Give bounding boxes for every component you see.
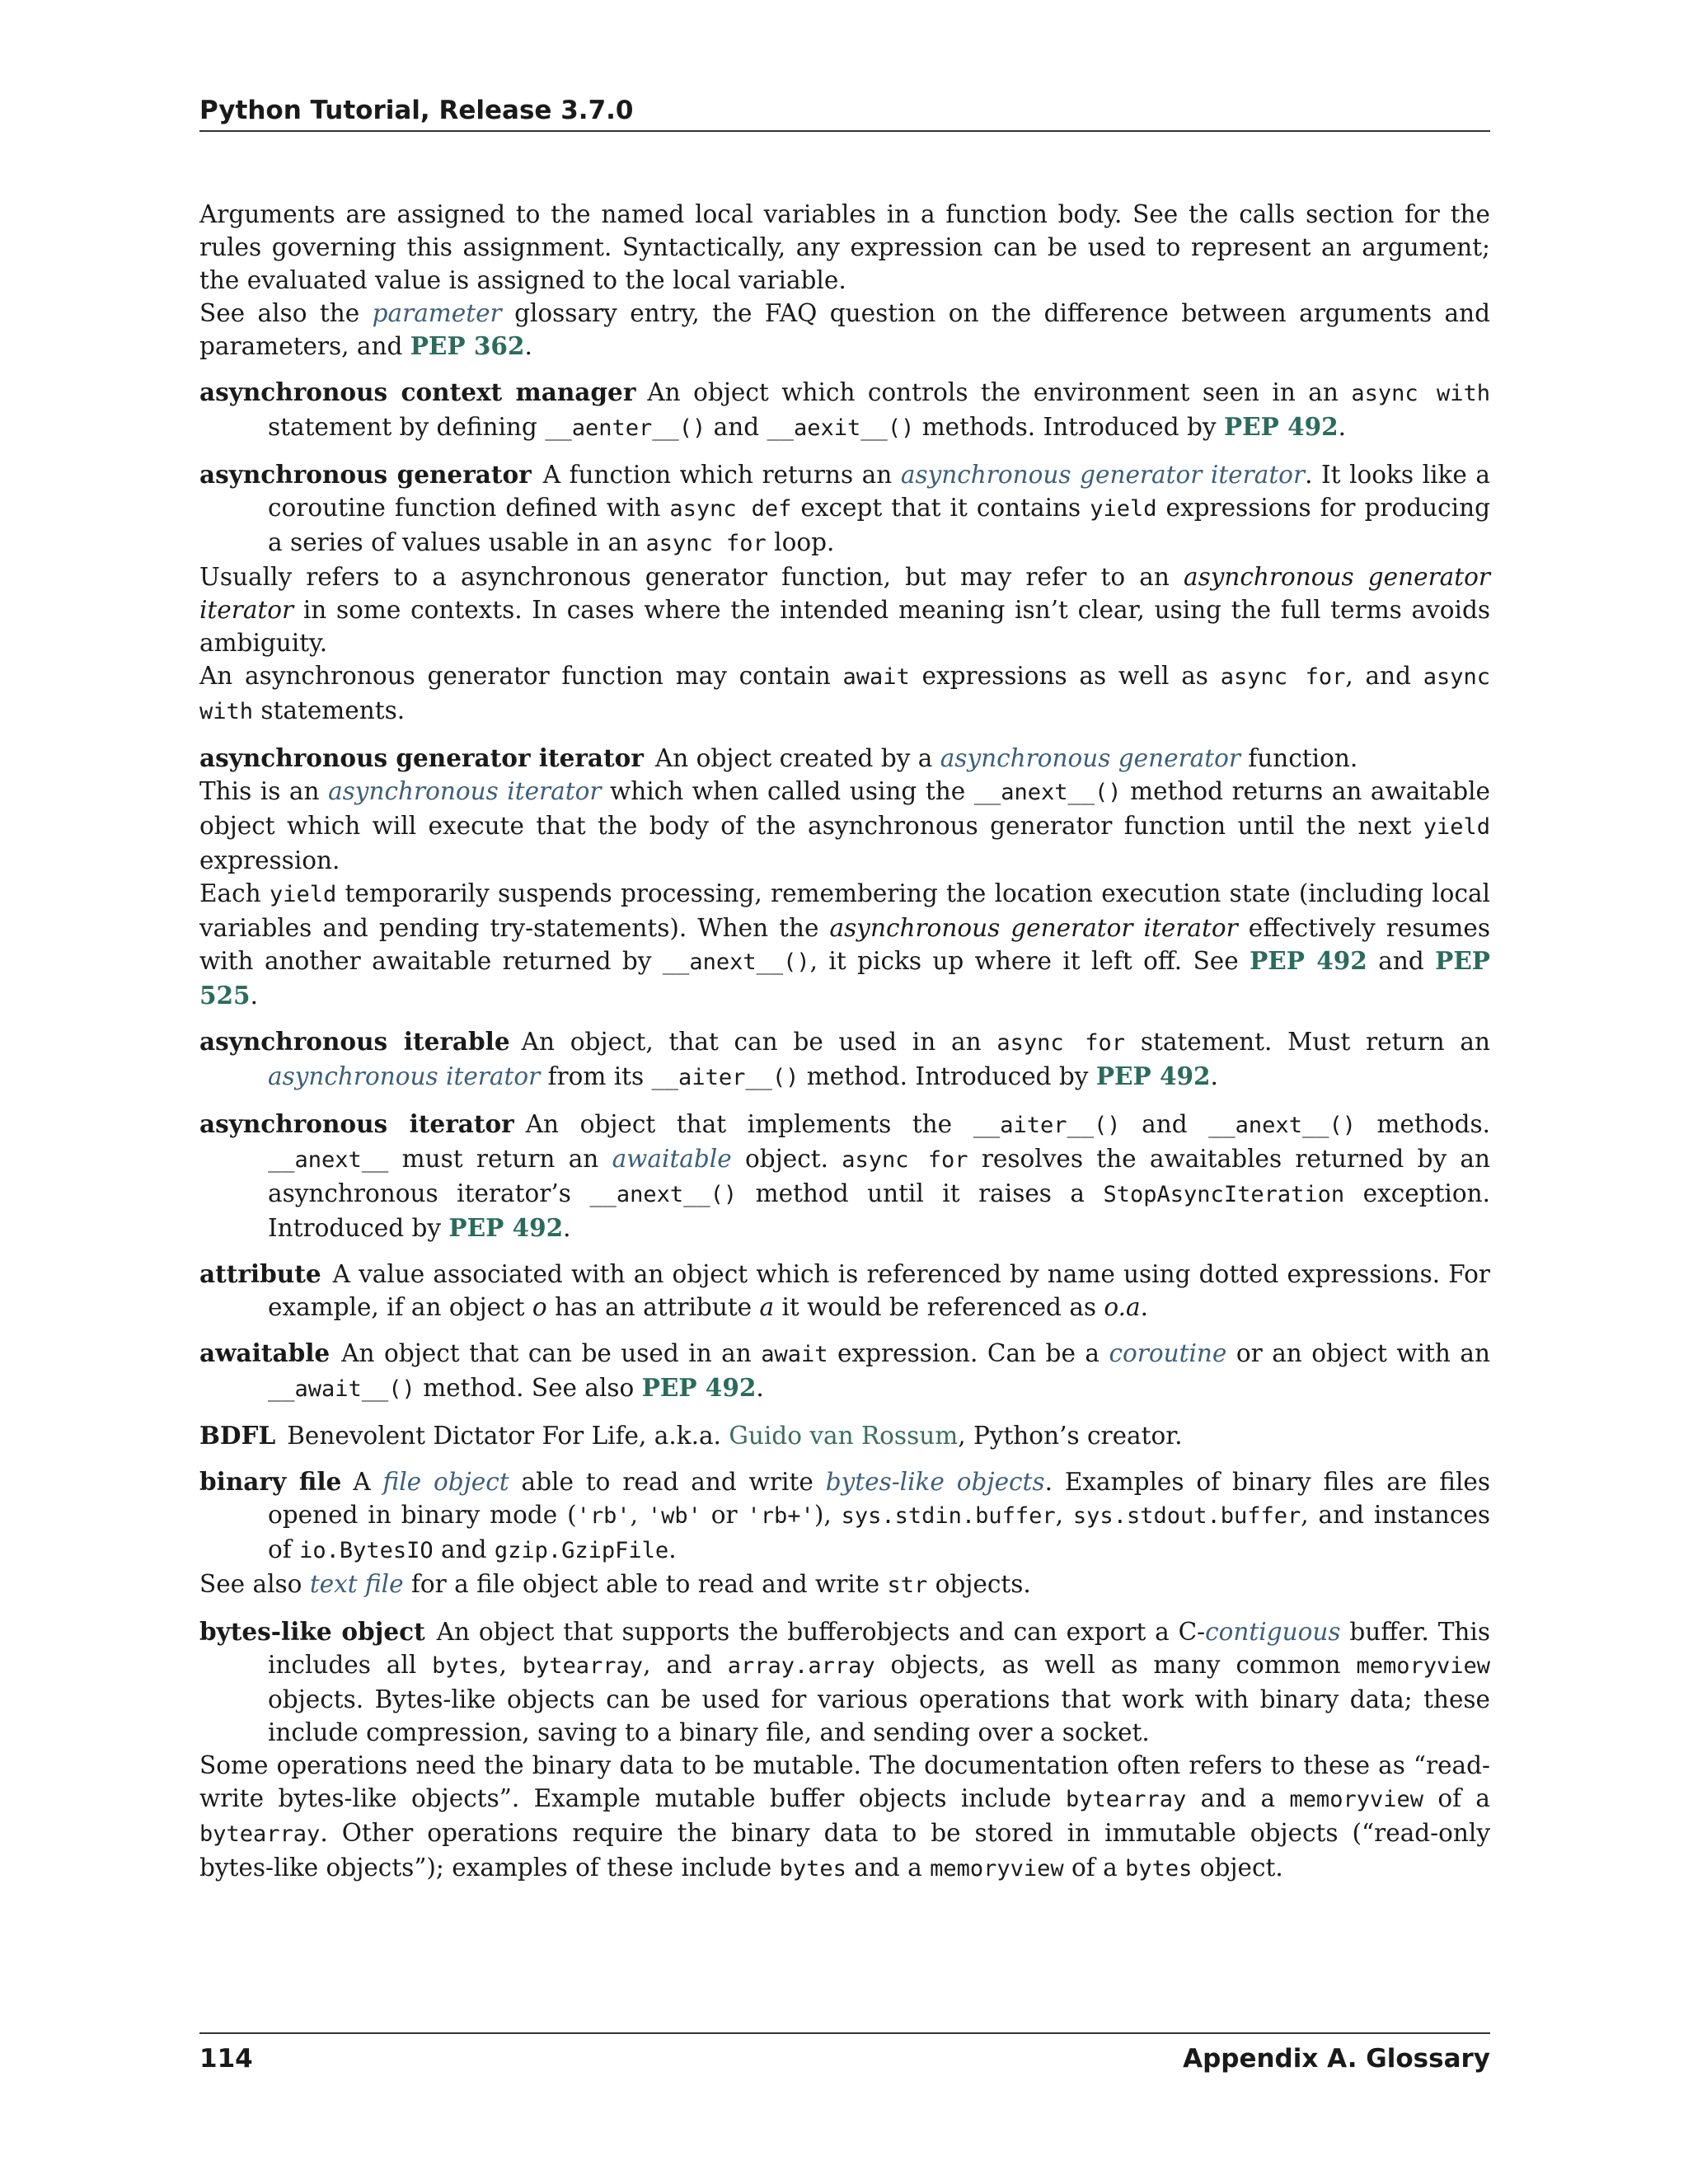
paragraph: This is an asynchronous iterator which when called using the __anext__() method returns an awaitable object which will execute that the body of the asynchronous generator function until the next yield expression.	[199, 777, 1490, 874]
glossary-term: asynchronous context manager	[199, 377, 636, 406]
pep-link[interactable]: PEP 362	[410, 331, 525, 360]
paragraph: Usually refers to a asynchronous generator function, but may refer to an asynchronous generator iterator in some contexts. In cases where the intended meaning isn’t clear, using the full terms avoids ambiguity.	[199, 563, 1490, 657]
pep-link[interactable]: PEP 492	[1095, 1062, 1211, 1090]
glossary-link[interactable]: asynchronous generator	[940, 744, 1240, 772]
pep-link[interactable]: PEP 525	[199, 946, 1490, 1010]
glossary-content	[199, 198, 1490, 1899]
glossary-term: asynchronous generator	[199, 460, 532, 489]
entry-asynchronous-iterator	[199, 1108, 1490, 1244]
entry-argument-continued	[199, 198, 1490, 363]
glossary-term: attribute	[199, 1259, 321, 1288]
glossary-term: asynchronous iterator	[199, 1109, 514, 1138]
glossary-term: binary file	[199, 1467, 342, 1496]
paragraph: See also text file for a file object able to read and write str objects.	[199, 1570, 1031, 1598]
entry-asynchronous-context-manager	[199, 376, 1490, 445]
glossary-link[interactable]: asynchronous generator iterator	[900, 461, 1306, 489]
definition: asynchronous context manager An object which controls the environment seen in an async with statement by defining __aenter__() and __aexit__() methods. Introduced by PEP 492.	[199, 377, 1491, 441]
glossary-link[interactable]: contiguous	[1205, 1618, 1341, 1646]
glossary-link[interactable]: parameter	[372, 299, 502, 327]
glossary-link[interactable]: text file	[309, 1570, 404, 1598]
glossary-link[interactable]: asynchronous iterator	[328, 777, 602, 805]
external-link[interactable]: Guido van Rossum	[729, 1422, 959, 1450]
header-title: Python Tutorial, Release 3.7.0	[199, 96, 634, 125]
entry-binary-file	[199, 1465, 1490, 1602]
definition: awaitable An object that can be used in an await expression. Can be a coroutine or an object with an __await__() method. See also PEP 492.	[199, 1338, 1490, 1402]
definition: bytes-like object An object that supports the bufferobjects and can export a C-contiguous buffer. This includes all bytes, bytearray, and array.array objects, as well as many common memoryview objects. Bytes-like objects can be used for various operations that work with binary data; these include compression, saving to a binary file, and sending over a socket.	[199, 1617, 1490, 1746]
glossary-link[interactable]: awaitable	[612, 1145, 732, 1173]
definition: asynchronous iterator An object that implements the __aiter__() and __anext__() methods. __anext__ must return an awaitable object. async for resolves the awaitables returned by an asynchronous iterator’s __anext__() method until it raises a StopAsyncIteration exception. Introduced by PEP 492.	[199, 1109, 1491, 1242]
definition: binary file A file object able to read and write bytes-like objects. Examples of binary files are files opened in binary mode ('rb', 'wb' or 'rb+'), sys.stdin.buffer, sys.stdout.buffer, and instances of io.BytesIO and gzip.GzipFile.	[199, 1467, 1490, 1563]
glossary-term: asynchronous generator iterator	[199, 743, 644, 772]
pep-link[interactable]: PEP 492	[1223, 412, 1339, 441]
glossary-link[interactable]: file object	[382, 1468, 509, 1496]
definition: attribute A value associated with an object which is referenced by name using dotted expressions. For example, if an object o has an attribute a it would be referenced as o.a.	[199, 1259, 1490, 1321]
glossary-term: asynchronous iterable	[199, 1027, 510, 1056]
entry-asynchronous-generator-iterator	[199, 742, 1490, 1012]
entry-awaitable	[199, 1337, 1490, 1406]
entry-attribute	[199, 1258, 1490, 1324]
running-footer	[199, 2032, 1490, 2075]
running-header	[199, 92, 1490, 132]
paragraph: Some operations need the binary data to be mutable. The documentation often refers to these as “read-write bytes-like objects”. Example mutable buffer objects include bytearray and a memoryview of a bytearray. Other operations require the binary data to be stored in immutable objects (“read-only bytes-like objects”); examples of these include bytes and a memoryview of a bytes object.	[199, 1751, 1490, 1882]
paragraph: See also the parameter glossary entry, the FAQ question on the difference between arguments and parameters, and PEP 362.	[199, 299, 1490, 360]
entry-asynchronous-iterable	[199, 1025, 1490, 1094]
glossary-link[interactable]: asynchronous iterator	[268, 1062, 541, 1090]
page-number: 114	[199, 2044, 253, 2074]
glossary-term: BDFL	[199, 1421, 276, 1450]
definition: asynchronous generator iterator An object created by a asynchronous generator function.	[199, 743, 1358, 772]
entry-bytes-like-object	[199, 1615, 1490, 1886]
definition: asynchronous generator A function which returns an asynchronous generator iterator. It looks like a coroutine function defined with async def except that it contains yield expressions for producing a series of values usable in an async for loop.	[199, 460, 1491, 556]
glossary-term: bytes-like object	[199, 1617, 425, 1646]
glossary-link[interactable]: bytes-like objects	[825, 1468, 1045, 1496]
pep-link[interactable]: PEP 492	[1250, 946, 1367, 975]
definition: BDFL Benevolent Dictator For Life, a.k.a. Guido van Rossum, Python’s creator.	[199, 1421, 1183, 1450]
paragraph: An asynchronous generator function may contain await expressions as well as async for, and async with statements.	[199, 662, 1490, 724]
definition: asynchronous iterable An object, that can be used in an async for statement. Must return an asynchronous iterator from its __aiter__() method. Introduced by PEP 492.	[199, 1027, 1490, 1090]
glossary-link[interactable]: coroutine	[1109, 1339, 1227, 1367]
paragraph: Arguments are assigned to the named local variables in a function body. See the calls section for the rules governing this assignment. Syntactically, any expression can be used to represent an argument; the evaluated value is assigned to the local variable.	[199, 200, 1490, 294]
pep-link[interactable]: PEP 492	[448, 1213, 564, 1242]
pep-link[interactable]: PEP 492	[641, 1373, 757, 1402]
paragraph: Each yield temporarily suspends processing, remembering the location execution state (including local variables and pending try-statements). When the asynchronous generator iterator effectively resumes with another awaitable returned by __anext__(), it picks up where it left off. See PEP 492 and PEP 525.	[199, 879, 1490, 1010]
section-title: Appendix A. Glossary	[1183, 2044, 1490, 2074]
entry-bdfl	[199, 1419, 1490, 1452]
entry-asynchronous-generator	[199, 458, 1490, 729]
glossary-term: awaitable	[199, 1338, 331, 1367]
